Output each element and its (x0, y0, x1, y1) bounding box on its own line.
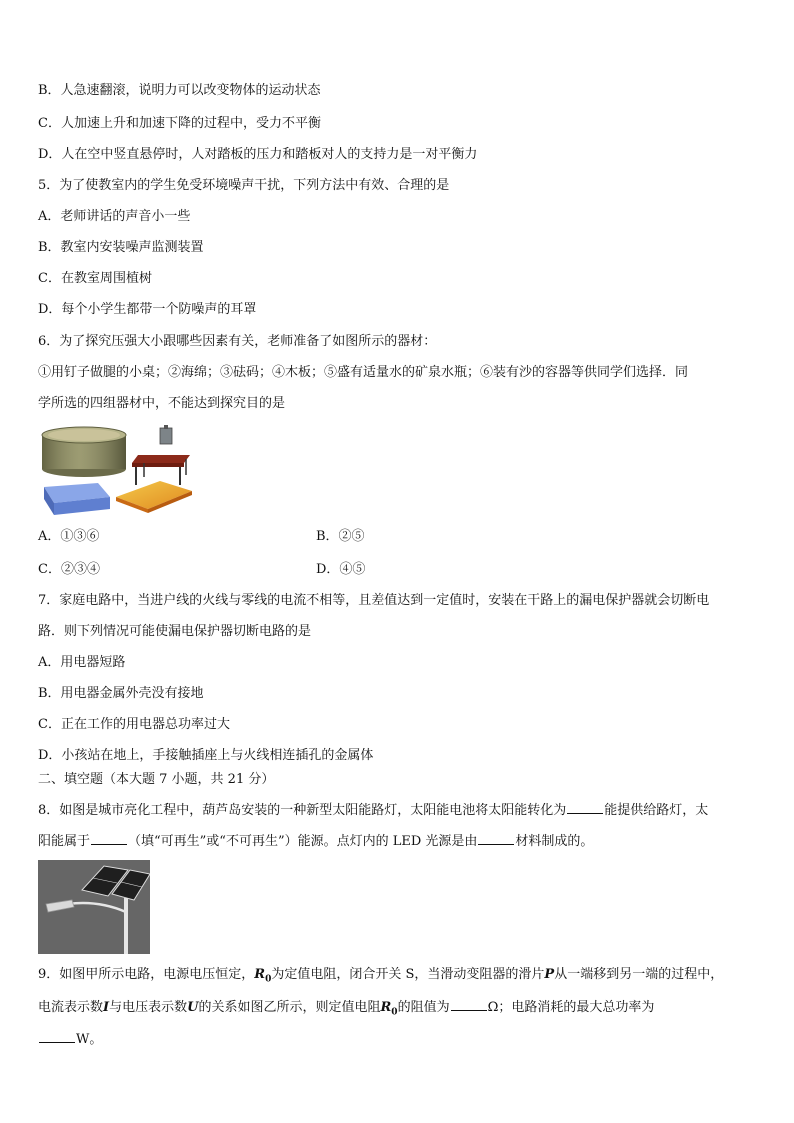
q6-option-d: D．④⑤ (316, 562, 366, 577)
q9-r0-symbol-2: R (380, 1000, 392, 1015)
q4-option-d: D．人在空中竖直悬停时，人对踏板的压力和踏板对人的支持力是一对平衡力 (38, 147, 478, 162)
q9-text-5: 与电压表示数 (109, 1000, 188, 1015)
solar-street-lamp-figure (38, 860, 150, 954)
q9-blank-1[interactable] (451, 997, 487, 1011)
q8-text-1: 8．如图是城市亮化工程中，葫芦岛安装的一种新型太阳能路灯，太阳能电池将太阳能转化为 (38, 803, 567, 818)
q4-option-c: C．人加速上升和加速下降的过程中，受力不平衡 (38, 116, 321, 131)
small-table-image (132, 455, 190, 485)
q9-text-7: 的阻值为 (397, 1000, 450, 1015)
q5-option-d: D．每个小学生都带一个防噪声的耳罩 (38, 302, 257, 317)
q8-text-3: 阳能属于 (38, 834, 91, 849)
q7-stem-line2: 路．则下列情况可能使漏电保护器切断电路的是 (38, 624, 312, 639)
q5-option-a: A．老师讲话的声音小一些 (38, 209, 191, 224)
q5-option-c: C．在教室周围植树 (38, 271, 152, 286)
section-heading-fill-in: 二、填空题（本大题 7 小题，共 21 分） (38, 772, 275, 787)
q8-line1 (38, 800, 708, 820)
q9-blank-2[interactable] (39, 1029, 75, 1043)
q9-line1 (38, 966, 723, 989)
q5-stem: 5．为了使教室内的学生免受环境噪声干扰，下列方法中有效、合理的是 (38, 178, 450, 193)
q8-text-4: （填“可再生”或“不可再生”）能源。点灯内的 LED 光源是由 (128, 834, 478, 849)
weight-image (160, 425, 172, 444)
q8-blank-1[interactable] (567, 800, 603, 814)
q9-u-symbol: U (187, 1000, 199, 1015)
q9-text-watt: W。 (76, 1032, 103, 1047)
q9-text-1: 9．如图甲所示电路，电源电压恒定， (38, 967, 255, 982)
q7-option-c: C．正在工作的用电器总功率过大 (38, 717, 230, 732)
q7-option-b: B．用电器金属外壳没有接地 (38, 686, 204, 701)
q6-option-b: B．②⑤ (316, 529, 365, 544)
q9-i-symbol: I (103, 1000, 110, 1015)
q9-r0-symbol: R (254, 967, 266, 982)
q7-option-d: D．小孩站在地上，手接触插座上与火线相连插孔的金属体 (38, 748, 374, 763)
q8-line2 (38, 831, 593, 851)
q4-option-b: B．人急速翻滚，说明力可以改变物体的运动状态 (38, 83, 321, 98)
q9-text-2: 为定值电阻，闭合开关 S，当滑动变阻器的滑片 (271, 967, 545, 982)
q6-stem-line3: 学所选的四组器材中，不能达到探究目的是 (38, 396, 286, 411)
q8-blank-2[interactable] (91, 831, 127, 845)
q8-text-5: 材料制成的。 (515, 834, 594, 849)
q9-text-4: 电流表示数 (38, 1000, 104, 1015)
q8-blank-3[interactable] (478, 831, 514, 845)
q6-stem: 6．为了探究压强大小跟哪些因素有关，老师准备了如图所示的器材： (38, 334, 437, 349)
q6-stem-line2: ①用钉子做腿的小桌；②海绵；③砝码；④木板；⑤盛有适量水的矿泉水瓶；⑥装有沙的容器等供同学们选择．同 (38, 365, 689, 380)
q7-option-a: A．用电器短路 (38, 655, 126, 670)
q6-option-c: C．②③④ (38, 562, 100, 577)
sponge-image (44, 483, 110, 515)
pressure-materials-figure (40, 425, 195, 517)
q9-line2 (38, 997, 654, 1022)
q9-line3 (38, 1029, 102, 1049)
q9-text-3: 从一端移到另一端的过程中， (554, 967, 724, 982)
q6-option-a: A．①③⑥ (38, 529, 100, 544)
q9-r0-subscript-2: 0 (391, 1007, 398, 1018)
q8-text-2: 能提供给路灯，太 (604, 803, 709, 818)
q9-text-6: 的关系如图乙所示，则定值电阻 (198, 1000, 381, 1015)
q5-option-b: B．教室内安装噪声监测装置 (38, 240, 204, 255)
wood-board-image (116, 481, 192, 513)
q9-p-symbol: P (544, 967, 555, 982)
q9-text-ohm: Ω；电路消耗的最大总功率为 (487, 1000, 655, 1015)
sand-container-image (42, 427, 126, 477)
q9-r0-subscript: 0 (265, 974, 272, 985)
q7-stem: 7．家庭电路中，当进户线的火线与零线的电流不相等，且差值达到一定值时，安装在干路上的漏电保护器就会切断电 (38, 593, 710, 608)
